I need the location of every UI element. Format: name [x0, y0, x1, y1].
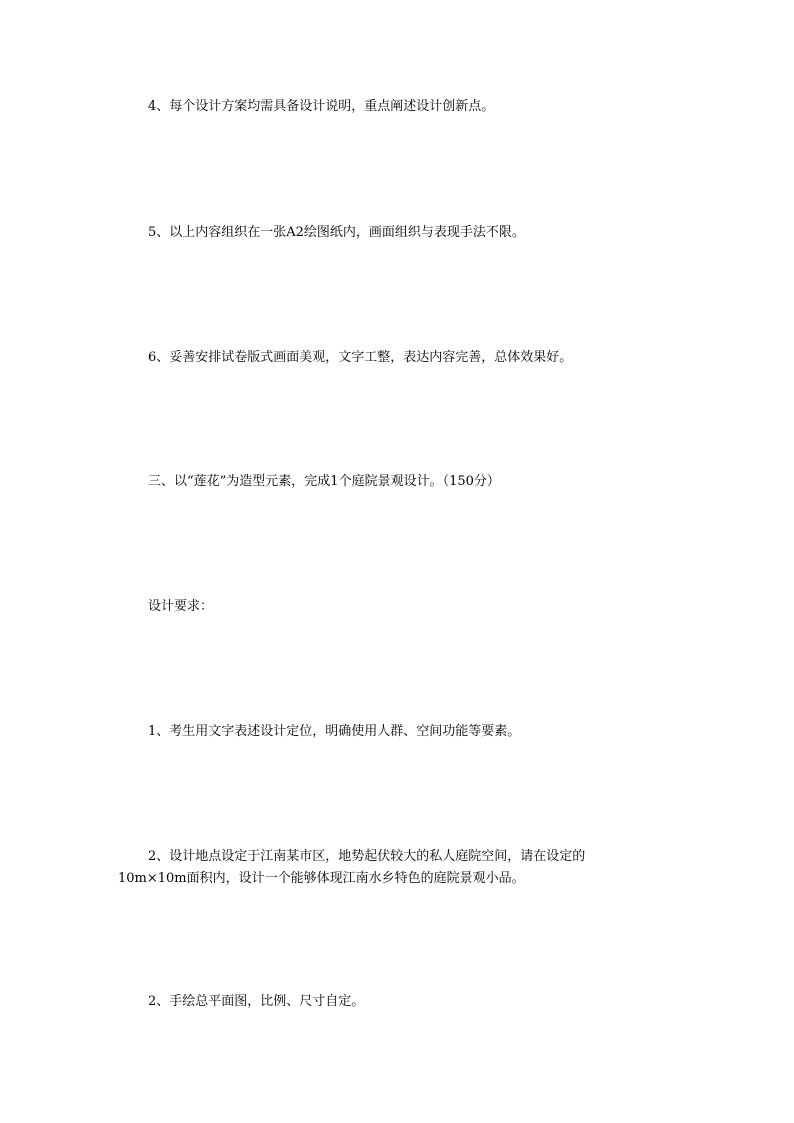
section-three-heading: 三、以“莲花”为造型元素，完成1个庭院景观设计。（150分） [148, 474, 500, 489]
requirement-6-paragraph: 6、妥善安排试卷版式画面美观，文字工整，表达内容完善，总体效果好。 [148, 350, 573, 365]
requirement-5-paragraph: 5、以上内容组织在一张A2绘图纸内，画面组织与表现手法不限。 [148, 225, 525, 240]
design-requirements-label: 设计要求： [148, 599, 214, 614]
design-requirement-2b-paragraph: 2、手绘总平面图，比例、尺寸自定。 [148, 994, 365, 1009]
design-requirement-2-paragraph: 2、设计地点设定于江南某市区，地势起伏较大的私人庭院空间，请在设定的10m×10m面积内，设计一个能够体现江南水乡特色的庭院景观小品。 [118, 849, 586, 886]
requirement-4-paragraph: 4、每个设计方案均需具备设计说明，重点阐述设计创新点。 [148, 99, 495, 114]
design-requirement-1-paragraph: 1、考生用文字表述设计定位，明确使用人群、空间功能等要素。 [148, 724, 521, 739]
